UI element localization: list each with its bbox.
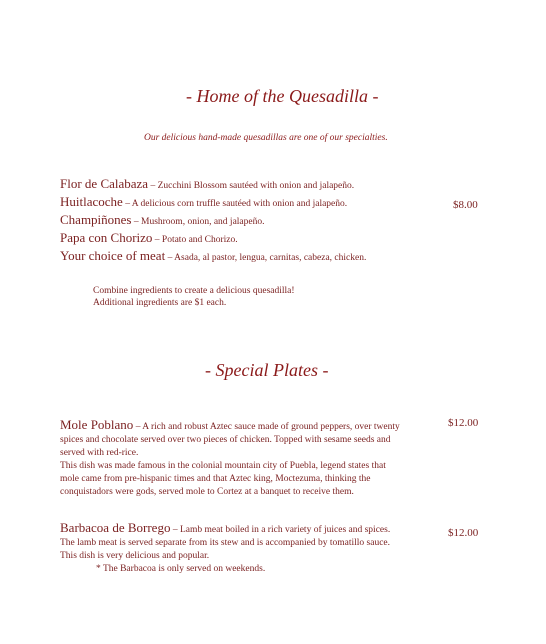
special-plates-heading: - Special Plates - <box>205 360 329 380</box>
item-description: – A rich and robust Aztec sauce made of ground peppers, over twenty spices and chocolate served over two pieces of chicken. Topped with sesame seeds and served with red-rice. <box>60 422 400 458</box>
note-line: Additional ingredients are $1 each. <box>93 298 227 308</box>
menu-item-barbacoa <box>60 521 406 576</box>
barbacoa-price: $12.00 <box>448 527 479 539</box>
item-name: Barbacoa de Borrego <box>60 520 171 535</box>
list-item <box>60 195 410 211</box>
item-description: – Potato and Chorizo. <box>152 235 238 245</box>
list-item <box>60 177 410 193</box>
item-name: Flor de Calabaza <box>60 176 149 191</box>
item-description: – Mushroom, onion, and jalapeño. <box>131 217 265 227</box>
item-name: Your choice of meat <box>60 248 166 263</box>
quesadilla-heading: - Home of the Quesadilla - <box>186 86 379 106</box>
list-item <box>60 231 410 247</box>
list-item <box>60 249 390 265</box>
item-description: – A delicious corn truffle sautéed with onion and jalapeño. <box>122 199 348 209</box>
item-story: This dish was made famous in the colonial mountain city of Puebla, legend states that mole came from pre-hispanic times and that Aztec king, Moctezuma, thinking the conquistadors were gods, served mole to Cortez at a banquet to receive them. <box>60 461 386 497</box>
item-name: Champiñones <box>60 212 132 227</box>
list-item <box>60 213 410 229</box>
quesadilla-tagline: Our delicious hand-made quesadillas are one of our specialties. <box>144 133 388 143</box>
item-description: – Lamb meat boiled in a rich variety of juices and spices. The lamb meat is served separate from its stew and is accompanied by tomatillo sauce. This dish is very delicious and popular. <box>60 525 391 561</box>
quesadilla-list <box>60 177 410 265</box>
quesadilla-price: $8.00 <box>453 199 478 211</box>
item-description: – Zucchini Blossom sautéed with onion and jalapeño. <box>148 181 355 191</box>
item-name: Mole Poblano <box>60 417 134 432</box>
menu-item-mole-poblano <box>60 418 406 499</box>
item-note: * The Barbacoa is only served on weekends. <box>96 564 266 574</box>
item-name: Huitlacoche <box>60 194 123 209</box>
quesadilla-note <box>93 285 295 309</box>
item-name: Papa con Chorizo <box>60 230 153 245</box>
mole-poblano-price: $12.00 <box>448 417 479 429</box>
note-line: Combine ingredients to create a delicious quesadilla! <box>93 286 295 296</box>
item-description: – Asada, al pastor, lengua, carnitas, cabeza, chicken. <box>165 253 367 263</box>
